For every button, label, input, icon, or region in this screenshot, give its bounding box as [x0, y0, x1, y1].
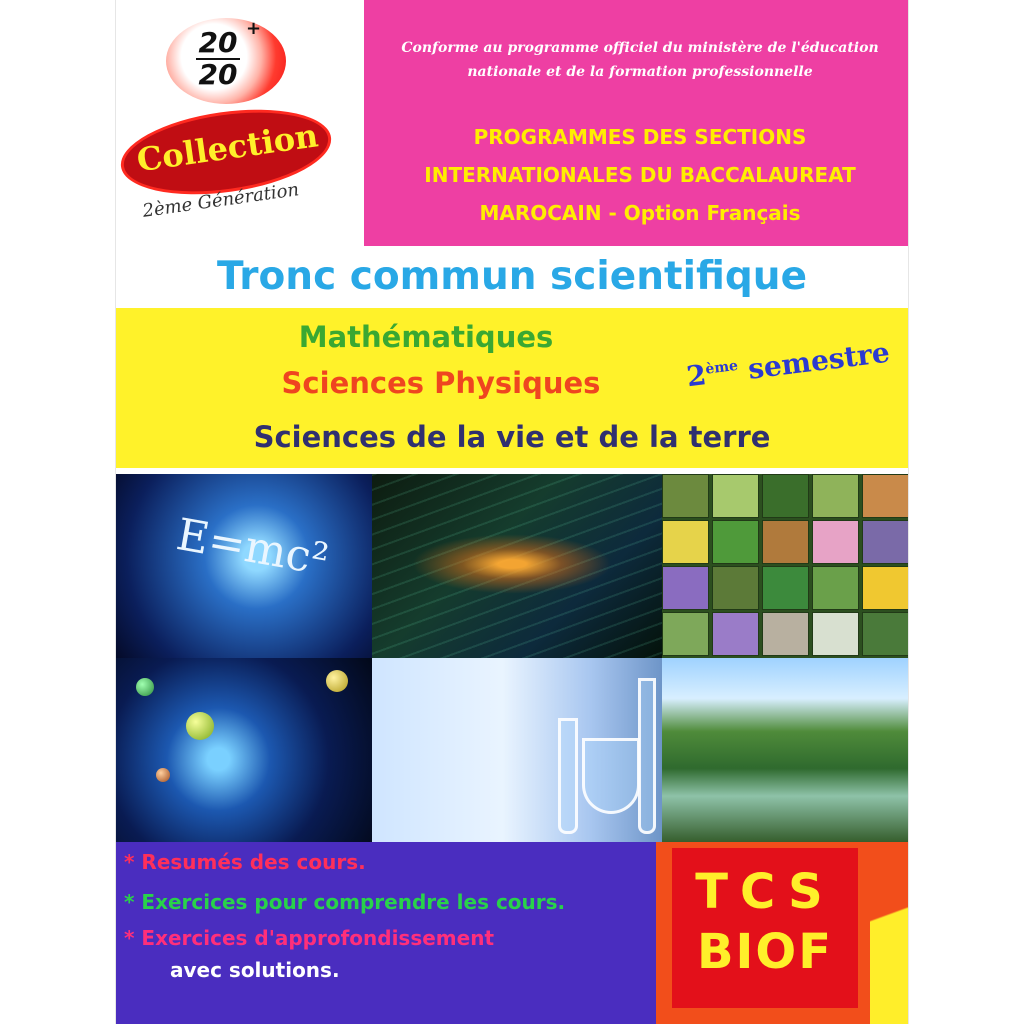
mosaic-tile	[762, 566, 809, 610]
decorative-stripe	[870, 842, 908, 1024]
feature-solutions: avec solutions.	[170, 958, 340, 982]
mosaic-tile	[712, 566, 759, 610]
conformity-note	[380, 36, 900, 84]
planet	[156, 768, 170, 782]
semester-word: semestre	[746, 335, 892, 386]
subjects-band	[116, 308, 908, 468]
level-tcs: TCS	[695, 864, 835, 920]
mosaic-tile	[812, 520, 859, 564]
level-badge	[672, 848, 858, 1008]
planet	[326, 670, 348, 692]
lab-flask	[582, 738, 640, 814]
score-bottom: 20	[198, 58, 238, 91]
programmes-text	[376, 118, 904, 232]
collection-logo	[116, 0, 364, 246]
score-fraction	[188, 28, 248, 90]
mosaic-tile	[762, 474, 809, 518]
planet	[186, 712, 214, 740]
mosaic-tile	[812, 474, 859, 518]
photo-space	[116, 658, 372, 842]
photo-grid	[116, 474, 908, 842]
level-biof: BIOF	[696, 924, 834, 980]
mosaic-tile	[812, 566, 859, 610]
mosaic-tile	[712, 474, 759, 518]
programmes-line-3: MAROCAIN - Option Français	[479, 201, 801, 225]
semester-label	[685, 336, 892, 394]
semester-number: 2	[684, 358, 709, 394]
feature-exercises: * Exercices pour comprendre les cours.	[124, 890, 566, 914]
mosaic-tile	[862, 474, 908, 518]
planet	[136, 678, 154, 696]
photo-math-data	[372, 474, 662, 658]
score-top: 20	[198, 26, 238, 59]
photo-math-glow	[412, 534, 612, 594]
mosaic-tile	[862, 520, 908, 564]
mosaic-tile	[862, 566, 908, 610]
photo-laboratory	[372, 658, 662, 842]
mosaic-tile	[712, 612, 759, 656]
programmes-line-2: INTERNATIONALES DU BACCALAUREAT	[424, 163, 856, 187]
mosaic-tile	[712, 520, 759, 564]
conformity-line-1: Conforme au programme officiel du ministère de l'éducation	[401, 40, 879, 56]
conformity-line-2: nationale et de la formation professionnelle	[467, 64, 813, 80]
book-cover	[116, 0, 908, 1024]
semester-suffix: ème	[704, 357, 739, 378]
feature-summaries: * Resumés des cours.	[124, 850, 366, 874]
level-panel	[656, 842, 908, 1024]
title-band	[116, 246, 908, 308]
mosaic-tile	[812, 612, 859, 656]
score-plus: +	[246, 18, 262, 39]
mosaic-tile	[662, 612, 709, 656]
photo-formula: E=mc²	[172, 509, 333, 586]
subject-math: Mathématiques	[298, 320, 554, 354]
photo-landscape	[662, 658, 908, 842]
subject-physics: Sciences Physiques	[281, 366, 601, 400]
mosaic-tile	[662, 566, 709, 610]
programmes-line-1: PROGRAMMES DES SECTIONS	[473, 125, 807, 149]
lab-tube	[638, 678, 656, 834]
mosaic-tile	[762, 612, 809, 656]
generation-label: 2ème Génération	[141, 179, 301, 222]
lab-tube	[558, 718, 578, 834]
mosaic-tile	[862, 612, 908, 656]
mosaic-tile	[662, 474, 709, 518]
features-panel	[116, 842, 656, 1024]
mosaic-tile	[762, 520, 809, 564]
header-panel	[364, 0, 908, 246]
book-title: Tronc commun scientifique	[216, 254, 808, 299]
subject-svt: Sciences de la vie et de la terre	[253, 420, 771, 454]
feature-deep-exercises: * Exercices d'approfondissement	[124, 926, 495, 950]
collection-label: Collection	[134, 116, 321, 180]
photo-physics	[116, 474, 372, 658]
mosaic-tile	[662, 520, 709, 564]
photo-biology-mosaic	[662, 474, 908, 658]
